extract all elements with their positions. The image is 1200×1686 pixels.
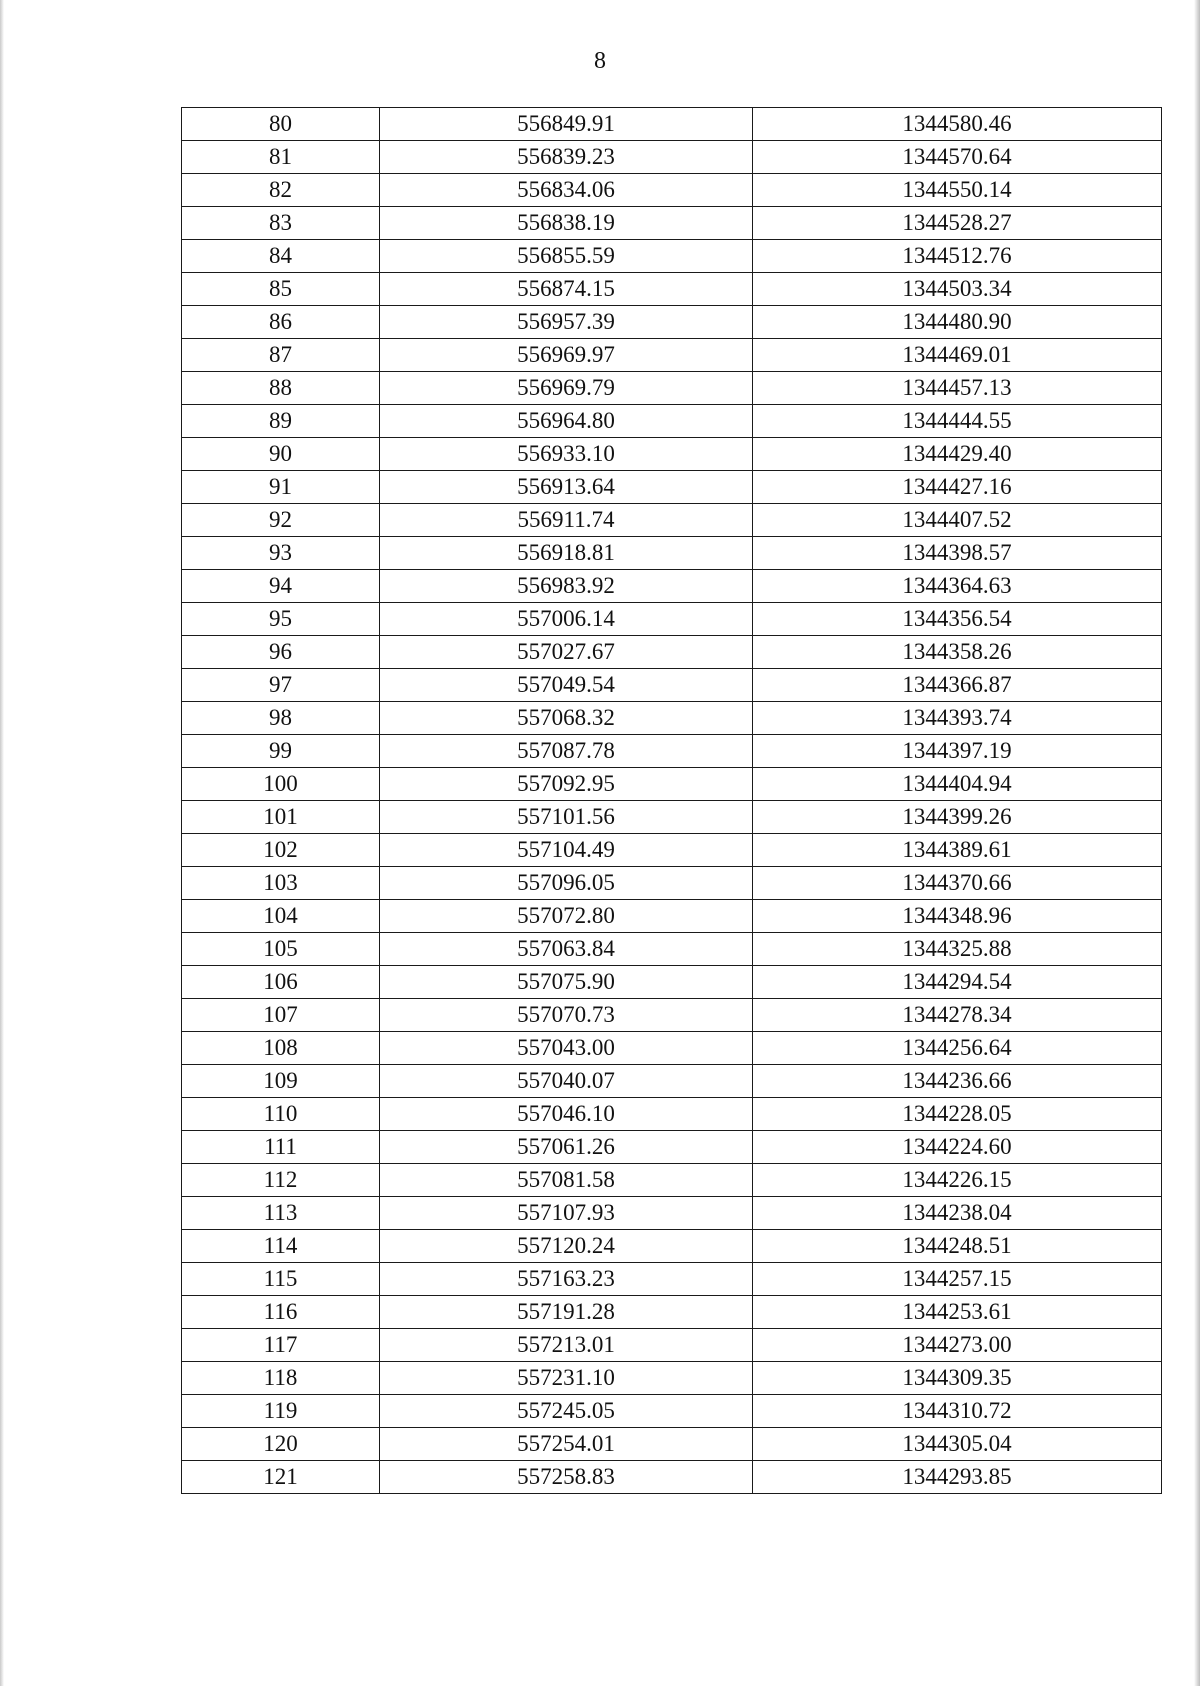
point-number-cell: 115: [182, 1263, 380, 1296]
table-row: [182, 537, 1162, 570]
y-coordinate-cell: 1344404.94: [753, 768, 1162, 801]
x-coordinate-cell: 557040.07: [380, 1065, 753, 1098]
y-coordinate-cell: 1344278.34: [753, 999, 1162, 1032]
y-coordinate-cell: 1344256.64: [753, 1032, 1162, 1065]
x-coordinate-cell: 557163.23: [380, 1263, 753, 1296]
table-row: [182, 801, 1162, 834]
y-coordinate-cell: 1344273.00: [753, 1329, 1162, 1362]
y-coordinate-cell: 1344398.57: [753, 537, 1162, 570]
x-coordinate-cell: 557104.49: [380, 834, 753, 867]
table-row: [182, 306, 1162, 339]
table-row: [182, 1032, 1162, 1065]
x-coordinate-cell: 556839.23: [380, 141, 753, 174]
table-row: [182, 966, 1162, 999]
y-coordinate-cell: 1344469.01: [753, 339, 1162, 372]
table-row: [182, 471, 1162, 504]
x-coordinate-cell: 557213.01: [380, 1329, 753, 1362]
x-coordinate-cell: 557075.90: [380, 966, 753, 999]
point-number-cell: 108: [182, 1032, 380, 1065]
y-coordinate-cell: 1344393.74: [753, 702, 1162, 735]
point-number-cell: 81: [182, 141, 380, 174]
y-coordinate-cell: 1344356.54: [753, 603, 1162, 636]
x-coordinate-cell: 556838.19: [380, 207, 753, 240]
x-coordinate-cell: 557068.32: [380, 702, 753, 735]
x-coordinate-cell: 557231.10: [380, 1362, 753, 1395]
y-coordinate-cell: 1344253.61: [753, 1296, 1162, 1329]
point-number-cell: 99: [182, 735, 380, 768]
point-number-cell: 119: [182, 1395, 380, 1428]
x-coordinate-cell: 556918.81: [380, 537, 753, 570]
table-row: [182, 570, 1162, 603]
x-coordinate-cell: 556983.92: [380, 570, 753, 603]
y-coordinate-cell: 1344480.90: [753, 306, 1162, 339]
x-coordinate-cell: 556964.80: [380, 405, 753, 438]
table-row: [182, 174, 1162, 207]
table-row: [182, 1197, 1162, 1230]
x-coordinate-cell: 556855.59: [380, 240, 753, 273]
y-coordinate-cell: 1344325.88: [753, 933, 1162, 966]
point-number-cell: 113: [182, 1197, 380, 1230]
x-coordinate-cell: 557092.95: [380, 768, 753, 801]
table-row: [182, 1098, 1162, 1131]
x-coordinate-cell: 556969.97: [380, 339, 753, 372]
table-row: [182, 1329, 1162, 1362]
x-coordinate-cell: 557070.73: [380, 999, 753, 1032]
y-coordinate-cell: 1344550.14: [753, 174, 1162, 207]
y-coordinate-cell: 1344370.66: [753, 867, 1162, 900]
point-number-cell: 88: [182, 372, 380, 405]
x-coordinate-cell: 557107.93: [380, 1197, 753, 1230]
point-number-cell: 86: [182, 306, 380, 339]
table-row: [182, 1164, 1162, 1197]
table-row: [182, 1263, 1162, 1296]
y-coordinate-cell: 1344238.04: [753, 1197, 1162, 1230]
table-row: [182, 933, 1162, 966]
point-number-cell: 93: [182, 537, 380, 570]
x-coordinate-cell: 557101.56: [380, 801, 753, 834]
point-number-cell: 91: [182, 471, 380, 504]
y-coordinate-cell: 1344257.15: [753, 1263, 1162, 1296]
x-coordinate-cell: 557120.24: [380, 1230, 753, 1263]
table-row: [182, 1461, 1162, 1494]
point-number-cell: 103: [182, 867, 380, 900]
table-row: [182, 900, 1162, 933]
coordinate-table-body: [182, 108, 1162, 1494]
table-row: [182, 603, 1162, 636]
x-coordinate-cell: 556911.74: [380, 504, 753, 537]
point-number-cell: 106: [182, 966, 380, 999]
x-coordinate-cell: 557258.83: [380, 1461, 753, 1494]
point-number-cell: 117: [182, 1329, 380, 1362]
table-row: [182, 1362, 1162, 1395]
y-coordinate-cell: 1344512.76: [753, 240, 1162, 273]
y-coordinate-cell: 1344580.46: [753, 108, 1162, 141]
point-number-cell: 121: [182, 1461, 380, 1494]
y-coordinate-cell: 1344427.16: [753, 471, 1162, 504]
x-coordinate-cell: 557096.05: [380, 867, 753, 900]
table-row: [182, 108, 1162, 141]
x-coordinate-cell: 557027.67: [380, 636, 753, 669]
table-row: [182, 504, 1162, 537]
y-coordinate-cell: 1344503.34: [753, 273, 1162, 306]
table-row: [182, 834, 1162, 867]
point-number-cell: 120: [182, 1428, 380, 1461]
point-number-cell: 82: [182, 174, 380, 207]
x-coordinate-cell: 557072.80: [380, 900, 753, 933]
x-coordinate-cell: 557087.78: [380, 735, 753, 768]
y-coordinate-cell: 1344224.60: [753, 1131, 1162, 1164]
y-coordinate-cell: 1344457.13: [753, 372, 1162, 405]
x-coordinate-cell: 556874.15: [380, 273, 753, 306]
table-row: [182, 1230, 1162, 1263]
y-coordinate-cell: 1344248.51: [753, 1230, 1162, 1263]
y-coordinate-cell: 1344358.26: [753, 636, 1162, 669]
y-coordinate-cell: 1344294.54: [753, 966, 1162, 999]
table-row: [182, 1395, 1162, 1428]
table-row: [182, 1131, 1162, 1164]
table-row: [182, 405, 1162, 438]
point-number-cell: 89: [182, 405, 380, 438]
point-number-cell: 98: [182, 702, 380, 735]
y-coordinate-cell: 1344364.63: [753, 570, 1162, 603]
table-row: [182, 207, 1162, 240]
y-coordinate-cell: 1344429.40: [753, 438, 1162, 471]
point-number-cell: 111: [182, 1131, 380, 1164]
y-coordinate-cell: 1344293.85: [753, 1461, 1162, 1494]
y-coordinate-cell: 1344236.66: [753, 1065, 1162, 1098]
point-number-cell: 80: [182, 108, 380, 141]
y-coordinate-cell: 1344226.15: [753, 1164, 1162, 1197]
point-number-cell: 118: [182, 1362, 380, 1395]
point-number-cell: 100: [182, 768, 380, 801]
point-number-cell: 92: [182, 504, 380, 537]
y-coordinate-cell: 1344399.26: [753, 801, 1162, 834]
coordinate-table: [181, 107, 1162, 1494]
table-row: [182, 1065, 1162, 1098]
scan-edge-left: [0, 0, 4, 1686]
x-coordinate-cell: 556834.06: [380, 174, 753, 207]
x-coordinate-cell: 557061.26: [380, 1131, 753, 1164]
x-coordinate-cell: 556849.91: [380, 108, 753, 141]
x-coordinate-cell: 557245.05: [380, 1395, 753, 1428]
table-row: [182, 1428, 1162, 1461]
y-coordinate-cell: 1344389.61: [753, 834, 1162, 867]
table-row: [182, 669, 1162, 702]
point-number-cell: 87: [182, 339, 380, 372]
page-number: 8: [594, 48, 606, 74]
y-coordinate-cell: 1344397.19: [753, 735, 1162, 768]
point-number-cell: 94: [182, 570, 380, 603]
y-coordinate-cell: 1344444.55: [753, 405, 1162, 438]
y-coordinate-cell: 1344309.35: [753, 1362, 1162, 1395]
x-coordinate-cell: 557043.00: [380, 1032, 753, 1065]
y-coordinate-cell: 1344228.05: [753, 1098, 1162, 1131]
point-number-cell: 104: [182, 900, 380, 933]
y-coordinate-cell: 1344407.52: [753, 504, 1162, 537]
point-number-cell: 96: [182, 636, 380, 669]
x-coordinate-cell: 556969.79: [380, 372, 753, 405]
table-row: [182, 1296, 1162, 1329]
x-coordinate-cell: 556957.39: [380, 306, 753, 339]
table-row: [182, 702, 1162, 735]
table-row: [182, 999, 1162, 1032]
point-number-cell: 116: [182, 1296, 380, 1329]
y-coordinate-cell: 1344310.72: [753, 1395, 1162, 1428]
point-number-cell: 107: [182, 999, 380, 1032]
x-coordinate-cell: 557081.58: [380, 1164, 753, 1197]
point-number-cell: 112: [182, 1164, 380, 1197]
point-number-cell: 105: [182, 933, 380, 966]
y-coordinate-cell: 1344348.96: [753, 900, 1162, 933]
point-number-cell: 84: [182, 240, 380, 273]
y-coordinate-cell: 1344528.27: [753, 207, 1162, 240]
x-coordinate-cell: 557191.28: [380, 1296, 753, 1329]
table-row: [182, 867, 1162, 900]
table-row: [182, 339, 1162, 372]
table-row: [182, 240, 1162, 273]
table-row: [182, 372, 1162, 405]
x-coordinate-cell: 557049.54: [380, 669, 753, 702]
y-coordinate-cell: 1344366.87: [753, 669, 1162, 702]
table-row: [182, 735, 1162, 768]
x-coordinate-cell: 557006.14: [380, 603, 753, 636]
point-number-cell: 85: [182, 273, 380, 306]
table-row: [182, 141, 1162, 174]
table-row: [182, 273, 1162, 306]
point-number-cell: 114: [182, 1230, 380, 1263]
table-row: [182, 636, 1162, 669]
point-number-cell: 83: [182, 207, 380, 240]
x-coordinate-cell: 556913.64: [380, 471, 753, 504]
y-coordinate-cell: 1344305.04: [753, 1428, 1162, 1461]
table-row: [182, 768, 1162, 801]
y-coordinate-cell: 1344570.64: [753, 141, 1162, 174]
point-number-cell: 102: [182, 834, 380, 867]
point-number-cell: 95: [182, 603, 380, 636]
point-number-cell: 97: [182, 669, 380, 702]
point-number-cell: 110: [182, 1098, 380, 1131]
point-number-cell: 90: [182, 438, 380, 471]
table-row: [182, 438, 1162, 471]
x-coordinate-cell: 557254.01: [380, 1428, 753, 1461]
scan-edge-right: [1194, 0, 1200, 1686]
point-number-cell: 109: [182, 1065, 380, 1098]
x-coordinate-cell: 556933.10: [380, 438, 753, 471]
x-coordinate-cell: 557046.10: [380, 1098, 753, 1131]
x-coordinate-cell: 557063.84: [380, 933, 753, 966]
point-number-cell: 101: [182, 801, 380, 834]
